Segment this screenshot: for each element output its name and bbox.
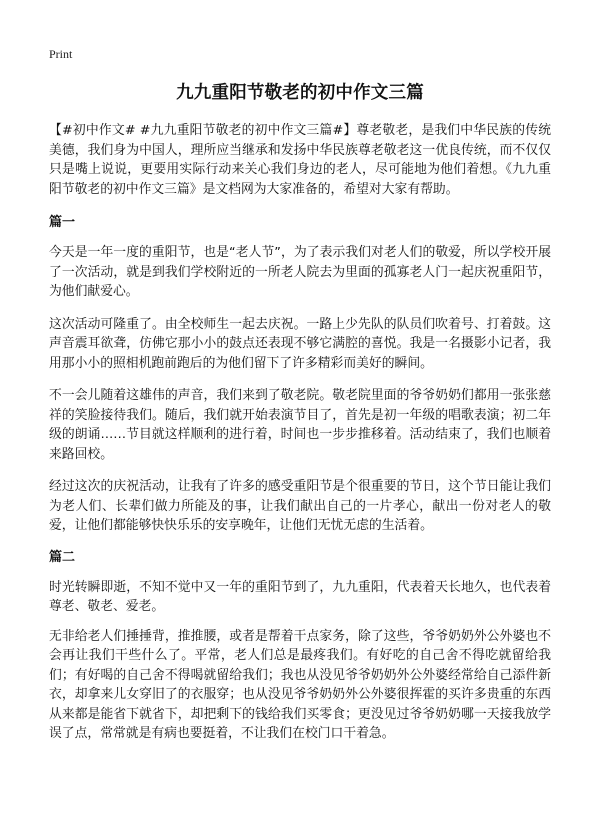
section-1-paragraph: 不一会儿随着这雄伟的声音，我们来到了敬老院。敬老院里面的爷爷奶奶们都用一张张慈祥的笑脸接待我们。随后，我们就开始表演节目了，首先是初一年级的唱歌表演；初二年级的朗诵……节目就这样顺利的进行着，时间也一步步推移着。活动结束了，我们也顺着来路回校。 bbox=[49, 388, 551, 462]
section-2-paragraph: 时光转瞬即逝，不知不觉中又一年的重阳节到了，九九重阳，代表着天长地久，也代表着尊老、敬老、爱老。 bbox=[49, 579, 551, 614]
section-2-paragraph: 无非给老人们捶捶背，推推腰，或者是帮着干点家务，除了这些，爷爷奶奶外公外婆也不会再让我们干些什么了。平常，老人们总是最疼我们。有好吃的自己舍不得吃就留给我们；有好喝的自己舍不得喝就留给我们；我也从没见爷爷奶奶外公外婆经常给自己添件新衣，却拿来儿女穿旧了的衣服穿；也从没见爷爷奶奶外公外婆很挥霍的买许多贵重的东西从来都是能省下就省下，却把剩下的钱给我们买零食；更没见过爷爷奶奶哪一天接我放学误了点，常常就是有病也要挺着，不让我们在校门口干着急。 bbox=[49, 628, 551, 741]
section-1-paragraph: 今天是一年一度的重阳节，也是“老人节”，为了表示我们对老人们的敬爱，所以学校开展了一次活动，就是到我们学校附近的一所老人院去为里面的孤寡老人门一起庆祝重阳节，为他们献爱心。 bbox=[49, 245, 551, 299]
section-heading-1: 篇一 bbox=[49, 215, 76, 230]
print-link[interactable]: Print bbox=[49, 47, 73, 61]
section-heading-2: 篇二 bbox=[49, 549, 76, 565]
article-intro: 【#初中作文# #九九重阳节敬老的初中作文三篇#】尊老敬老，是我们中华民族的传统美德，我们身为中国人，理所应当继承和发扬中华民族尊老敬老这一优良传统，而不仅仅只是嘴上说说，更要用实际行动来关心我们身边的老人，尽可能地为他们着想。《九九重阳节敬老的初中作文三篇》是文档网为大家准备的，希望对大家有帮助。 bbox=[49, 123, 551, 197]
article-title: 九九重阳节敬老的初中作文三篇 bbox=[176, 83, 424, 103]
section-1-paragraph: 这次活动可隆重了。由全校师生一起去庆祝。一路上少先队的队员们吹着号、打着鼓。这声音震耳欲聋，仿佛它那小小的鼓点还表现不够它满腔的喜悦。我是一名摄影小记者，我用那小小的照相机跑前跑后的为他们留下了许多精彩而美好的瞬间。 bbox=[49, 316, 551, 371]
article-body bbox=[49, 121, 551, 757]
section-1-paragraph: 经过这次的庆祝活动，让我有了许多的感受重阳节是个很重要的节日，这个节日能让我们为老人们、长辈们做力所能及的事，让我们献出自己的一片孝心，献出一份对老人的敬爱，让他们都能够快快乐乐的安享晚年，让他们无忧无虑的生活着。 bbox=[49, 479, 551, 533]
